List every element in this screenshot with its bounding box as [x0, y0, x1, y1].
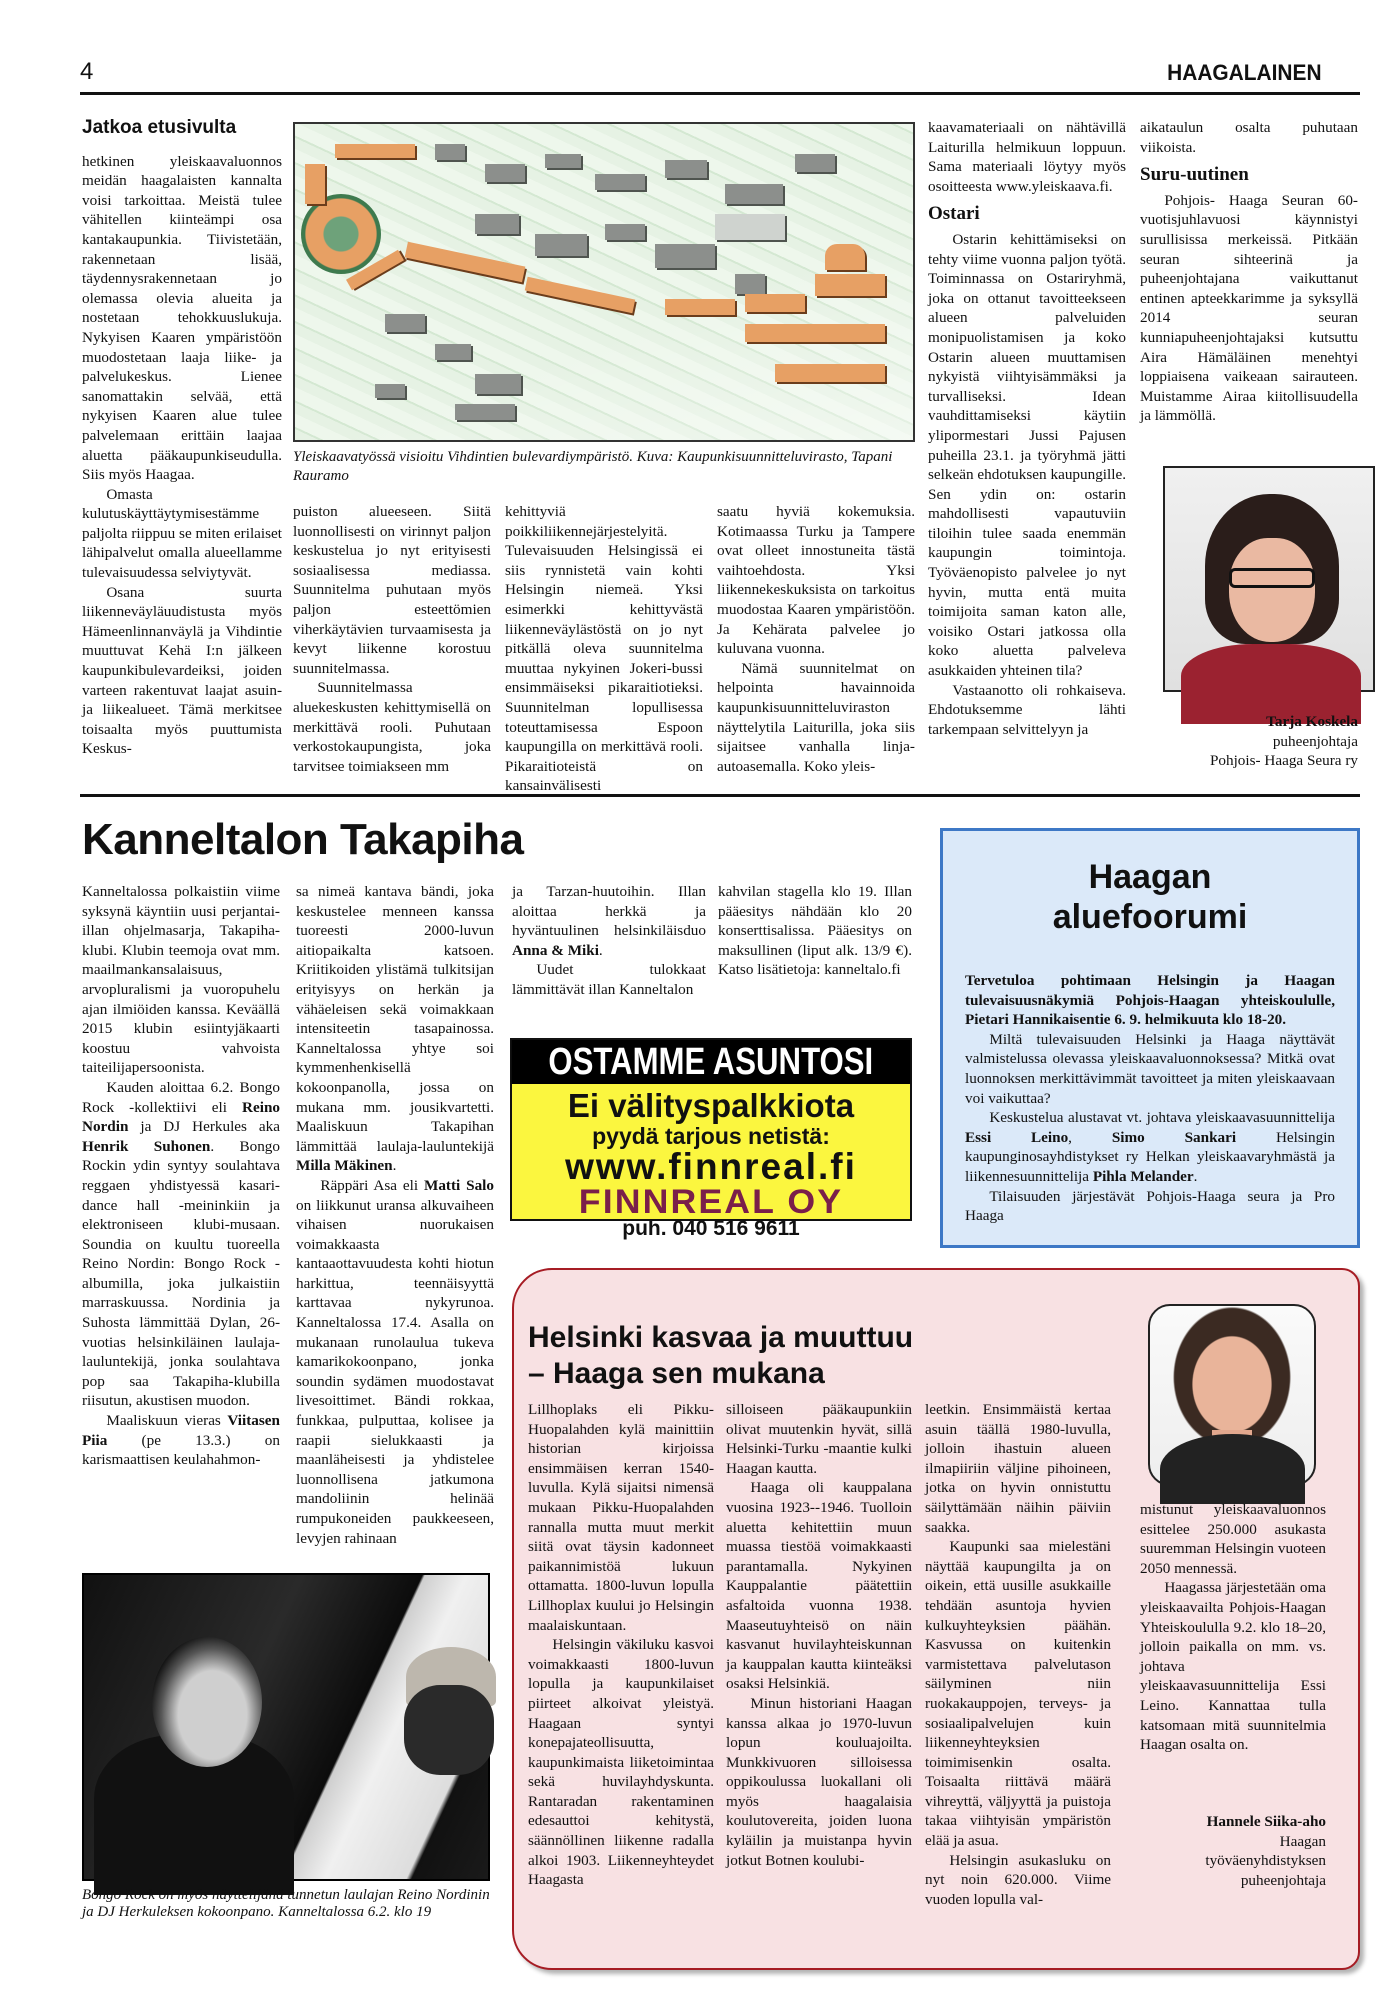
jatkoa-column-3 [505, 502, 703, 796]
aluefoorumi-box [940, 828, 1360, 1248]
paragraph: Haagassa järjestetään oma yleiskaavailta Pohjois-Haagan Yhteiskoululla 9.2. klo 18–20, jolloin paikalla on mm. vs. johtava yleiskaavasuunnittelija Essi Leino. Kannattaa tulla katsomaan mitä suunnitelmia Haagan osalta on. [1140, 1579, 1326, 1754]
portrait-hannele-siika-aho [1148, 1304, 1316, 1486]
signature-role: puheenjohtaja [1272, 732, 1358, 750]
paragraph: Kauden aloittaa 6.2. Bongo Rock -kollektiivi eli Reino Nordin ja DJ Herkules aka Henrik Suhonen. Bongo Rockin ydin syntyy soulahtava reggaen yhdistyessä kasari-dance hall -meininkiin ja elektroniseen klubi-musaan. Soundia on kuultu tuoreella Reino Nordin: Bongo Rock -albumilla, joka julkaistiin marraskuussa. Nordinia ja Suhosta lämmittää Dylan, 26-vuotias helsinkiläinen laulaja-lauluntekijä, jonka soulahtava pop saa Takapiha-klubilla riisutun, akustisen muodon. [82, 1078, 280, 1410]
paragraph: mistunut yleiskaavaluonnos esittelee 250.000 asukasta suuremman Helsingin vuoteen 2050 mennessä. [1140, 1501, 1326, 1577]
paragraph: saatu hyviä kokemuksia. Kotimaassa Turku ja Tampere ovat olleet innostuneita tästä vaihtoehdosta. Yksi liikennekeskuksista on tarkoitus muodostaa Kaaren ympäristöön. Ja Kehärata palvelee jo kuluvana vuonna. [717, 503, 915, 658]
masthead: HAAGALAINEN [1167, 60, 1322, 85]
paragraph: Keskustelua alustavat vt. johtava yleiskaavasuunnittelija Essi Leino, Simo Sankari Helsingin kaupunginosayhdistykset ry Helkan yleiskaavaryhmästä ja liikennesuunnittelija Pihla Melander. [965, 1109, 1336, 1185]
helsinki-column-2 [726, 1400, 912, 1870]
paragraph: ja Tarzan-huutoihin. Illan aloittaa herkkä ja hyväntuulinen helsinkiläisduo Anna & Miki. [512, 883, 706, 959]
helsinki-column-4 [1140, 1500, 1326, 1755]
paragraph: Helsingin asukasluku on nyt noin 620.000. Viime vuoden lopulla val- [925, 1851, 1111, 1908]
paragraph: puiston alueeseen. Siitä luonnollisesti on virinnyt paljon keskustelua jo nyt erityisesti sosiaalisessa mediassa. Suunnitelma puhutaan myös paljon esteettömien viherkäytävien turvaamisesta ja kevyt liikenne korostuu suunnitelmassa. [293, 503, 491, 677]
paragraph: sa nimeä kantava bändi, joka keskustelee menneen kanssa tuoreesti 2000-luvun aitiopaikalta katsoen. Kriitikoiden ylistämä tulkitsijan erityisyys on herkän ja vähäeleisen sekä voimakkaan intensiteetin tasapainossa. Kanneltalossa yhtye soi kymmenhenkisellä kokoonpanolla, jossa on mukana mm. jousikvartetti. Maaliskuun Takapihan lämmittää laulaja-lauluntekijä Milla Mäkinen. [296, 883, 494, 1175]
helsinki-column-3 [925, 1400, 1111, 1909]
jatkoa-column-5 [928, 118, 1126, 739]
section-rule [80, 794, 1360, 797]
paragraph: Kanneltalossa polkaistiin viime syksynä käyntiin uusi perjantai-illan ohjelmasarja, Takapiha-klubi. Klubin teemoja ovat mm. maailmankansalaisuus, arvopluralismi ja vuoropuhelu ajan ilmiöiden kanssa. Keväällä 2015 klubin esiintyjäkaarti koostuu vahvoista taiteilijapersoonista. [82, 883, 280, 1077]
paragraph: Uudet tulokkaat lämmittävät illan Kanneltalon [512, 961, 706, 998]
paragraph: Vastaanotto oli rohkaiseva. Ehdotuksemme lähti tarkempaan selvittelyyn ja [928, 681, 1126, 738]
ad-brand-logo: FINNREAL OY [578, 1183, 844, 1221]
portrait-tarja-koskela [1163, 466, 1375, 692]
forum-lead: Tervetuloa pohtimaan Helsingin ja Haagan tulevaisuusnäkymiä Pohjois-Haagan yhteiskoululle, Pietari Hannikaisentie 6. 9. helmikuuta klo 18-20. [965, 972, 1335, 1029]
ad-no-fee: Ei välityspalkkiota [567, 1087, 855, 1124]
finnreal-advertisement[interactable] [510, 1038, 912, 1240]
signature-name: Hannele Siika-aho [1206, 1813, 1326, 1830]
kanneltalo-column-3 [512, 882, 706, 1000]
paragraph: Suunnitelmassa aluekeskusten kehittymisellä on merkittävä rooli. Puhutaan verkostokaupungista, joka tarvitsee toimiakseen mm [293, 679, 491, 775]
jatkoa-column-6 [1140, 118, 1358, 426]
ad-headline: OSTAMME ASUNTOSI [512, 1040, 910, 1084]
subheading-ostari: Ostari [928, 203, 980, 225]
photo-caption: Bongo Rock on myös näyttelijänä tunnetun laulajan Reino Nordinin ja DJ Herkuleksen kokoonpano. Kanneltalossa 6.2. klo 19 [82, 1887, 490, 1920]
ad-website-link[interactable]: www.finnreal.fi [565, 1146, 857, 1187]
paragraph: Osana suurta liikenneväyläuudistusta myös Hämeenlinnanväylä ja Vihdintie muuttuvat Kehä I:n jälkeen kaupunkibulevardeiksi, joiden varteen rakentuvat laajat asuin- ja liikealueet. Tämä merkitsee toisaalta myös puuttumista Keskus- [82, 583, 282, 758]
paragraph: kehittyviä poikkiliikennejärjestelyitä. Tulevaisuuden Helsingissä ei siis rynnistetä vain kohti Helsingin niemeä. Yksi esimerkki kehittyvästä liikenneväylästöstä on jo nyt pitkällä oleva suunnitelma muuttaa nykyinen Jokeri-bussi ensimmäiseksi pikaraitiotieksi. Suunnitelman lopullisessa toteuttamisessa Espoon kaupungilla on merkittävä rooli. Pikaraitioteistä on kansainvälisesti [505, 503, 703, 795]
kanneltalo-column-1 [82, 882, 280, 1470]
paragraph: Lillhoplaks eli Pikku-Huopalahden kylä mainittiin historian kirjoissa ensimmäisen kerran 1540-luvulla. Kylä sijaitsi nimensä mukaan Pikku-Huopalahden rannalla mutta muut merkit siitä ovat täysin kadonneet paikannimistöä lukuun ottamatta. 1800-luvun lopulla Lillhoplax kuului jo Helsingin maalaiskuntaan. [528, 1401, 714, 1634]
paragraph: leetkin. Ensimmäistä kertaa asuin täällä 1980-luvulla, jolloin ihastuin alueen ilmapiiriin väljine pihoineen, jotka on hyvin onnistuttu säilyttämään näihin päiviin saakka. [925, 1401, 1111, 1536]
paragraph: Pohjois- Haaga Seuran 60-vuotisjuhlavuosi käynnistyi surullisissa merkeissä. Pitkään seuran sihteerinä ja puheenjohtajana vaikuttanut entinen apteekkarimme ja syksyllä 2014 seuran kunniapuheenjohtajaksi kutsuttu Aira Hämäläinen menehtyi loppiaisena vaikeaan sairauteen. Muistamme Airaa kiitollisuudella ja lämmöllä. [1140, 191, 1358, 425]
paragraph: kaavamateriaali on nähtävillä Laiturilla helmikuun loppuun. Sama materiaali löytyy myös osoitteesta www.yleiskaava.fi. [928, 119, 1126, 195]
paragraph: Nämä suunnitelmat on helpointa havainnoida kaupunkisuunnitteluviraston näyttelytila Laiturilla, joka siis sijaitsee vanhalla linja-autoasemalla. Koko yleis- [717, 659, 915, 775]
paragraph: Minun historiani Haagan kanssa alkaa jo 1970-luvun lopun kouluajoilta. Munkkivuoren silloisessa oppikoulussa luokallani oli myös haagalaisia koulutovereita, joiden luona kyläilin ja muistanpa hyvin jotkut Botnen koulubi- [726, 1694, 912, 1869]
paragraph: aikataulun osalta puhutaan viikoista. [1140, 119, 1358, 156]
jatkoa-column-1 [82, 118, 282, 759]
subheading-suru-uutinen: Suru-uutinen [1140, 164, 1249, 186]
paragraph: kahvilan stagella klo 19. Illan pääesitys nähdään klo 20 konserttisalissa. Pääesitys on maksullinen (liput alk. 13/9 €). Katso lisätietoja: kanneltalo.fi [718, 883, 912, 979]
signature-hannele: Hannele Siika-aho Haagan työväenyhdistyksen puheenjohtaja [1205, 1813, 1326, 1889]
paragraph: Omasta kulutuskäyttäytymisestämme paljolta riippuu se miten erilaiset lähipalvelut omalla alueellamme tulevaisuudessa selviytyvät. [82, 485, 282, 582]
signature-name: Tarja Koskela [1266, 713, 1358, 730]
signature-tarja [1140, 712, 1358, 771]
paragraph: Tilaisuuden järjestävät Pohjois-Haaga seura ja Pro Haaga [965, 1187, 1335, 1225]
kicker-jatkoa: Jatkoa etusivulta [82, 117, 237, 138]
jatkoa-column-4 [717, 502, 915, 776]
paragraph: Kaupunki saa mielestäni näyttää kaupungilta ja on oikein, että uusille asukkaille tehdään asuntoja hyvien kulkuyhteyksien päähän. Kasvussa on kuitenkin varmistettava palvelutason säilyminen niin ruokakauppojen, terveys- ja sosiaalipalvelujen kuin liikenneyhteyksien toimimisenkin osalta. Toisaalta riittävä määrä vihreyttä, väljyyttä ja puistoja takaa viihtyisän ympäristön elää ja asua. [925, 1538, 1111, 1850]
paragraph: Ostarin kehittämiseksi on tehty viime vuonna paljon työtä. Toiminnassa on Ostariryhmä, joka on ottanut tavoitteekseen alueen palveluiden monipuolistamisen ja koko Ostarin alueen muuttamisen nykyistä viihtyisämmäksi ja turvalliseksi. Idean vauhdittamiseksi käytiin ylipormestari Jussi Pajusen puheilla 23.1. ja työryhmä jätti selkeän ehdotuksen kaupungille. Sen ydin on: ostarin mahdollisesti vapautuviin tiloihin tulee saada enemmän kaupungin toimintoja. Työväenopisto palvelee jo nyt hyvin, mutta entä muita toimijoita saman katon alle, voisiko Ostari jatkossa olla koko aluetta palveleva asukkaiden yhteinen tila? [928, 230, 1126, 680]
forum-title: Haagan aluefoorumi [1052, 858, 1248, 936]
header-rule [80, 92, 1360, 95]
ad-request-offer: pyydä tarjous netistä: [592, 1123, 830, 1149]
page-number: 4 [80, 58, 94, 85]
paragraph: silloiseen pääkaupunkiin olivat muutenkin hyvät, sillä Helsinki-Turku -maantie kulki Haagan kautta. [726, 1401, 912, 1477]
paragraph: Maaliskuun vieras Viitasen Piia (pe 13.3.) on karismaattisen keulahahmon- [82, 1412, 280, 1469]
paragraph: Miltä tulevaisuuden Helsinki ja Haaga näyttävät valmistelussa olevassa yleiskaavaluonnoksessa? Mitkä ovat luonnoksen merkittävimmät tavoitteet ja miten yleiskaavaan voi vaikuttaa? [965, 1030, 1335, 1107]
paragraph: hetkinen yleiskaavaluonnos meidän haagalaisten kannalta voisi tarkoittaa. Meistä tulee vähitellen kiinteämpi osa kantakaupunkia. Tiivistetään, rakennetaan lisää, täydennysrakennetaan jo olemassa olevia alueita ja nostetaan tehokkuuslukuja. Nykyisen Kaaren ympäristöön muodostetaan laaja liike- ja palvelukeskus. Lienee sanomattakin selvää, että nykyisen Kaaren alue tulee palvelemaan erittäin laajaa aluetta pääkaupunkiseudulla. Siis myös Haagaa. [82, 152, 282, 484]
map-caption: Yleiskaavatyössä visioitu Vihdintien bulevardiympäristö. Kuva: Kaupunkisuunnitteluvirasto, Tapani Rauramo [293, 449, 893, 484]
headline-helsinki: Helsinki kasvaa ja muuttuu – Haaga sen mukana [528, 1321, 914, 1390]
map-roundabout [301, 194, 381, 274]
jatkoa-column-2 [293, 502, 491, 776]
signature-org: Pohjois- Haaga Seura ry [1209, 752, 1358, 770]
paragraph: Haaga oli kauppalana vuosina 1923--1946. Tuolloin aluetta kehitettiin muun muassa tiestöä voimakkaasti parantamalla. Nykyinen Kauppalantie päätettiin asfaltoida vuonna 1938. Maaseutuyhteisö on näin kasvanut huvilayhteiskunnan ja kauppalan kautta kiinteäksi osaksi Helsinkiä. [726, 1479, 912, 1693]
ad-phone: puh. 040 516 9611 [622, 1217, 800, 1240]
paragraph: Räppäri Asa eli Matti Salo on liikkunut uransa alkuvaiheen vihaisen nuorukaisen voimakkaasta kantaaottavuudesta kohti hiotun harkittua, teennäisyyttä karttavaa nykyrunoa. Kanneltalossa 17.4. Asalla on mukanaan runolaulua tukeva kamarikokoonpano, jonka soundin sydämen muodostavat livesoittimet. Bändi rokkaa, funkkaa, pulputtaa, kolisee ja raapii sielukkaasti ja maanläheisesti ja yhdistelee luonnollisena jatkumona mandoliinin helinää rumpukoneiden paukkeeseen, levyjen rahinaan [296, 1176, 494, 1547]
kanneltalo-column-2 [296, 882, 494, 1548]
city-plan-map-image [293, 122, 915, 442]
bongo-rock-photo [82, 1573, 490, 1881]
paragraph: Helsingin väkiluku kasvoi voimakkaasti 1800-luvun lopulla ja kaupunkilaiset piirteet alkoivat yleistyä. Haagaan syntyi konepajateollisuutta, kaupunkimaista liiketoimintaa sekä huvilayhdyskunta. Rantaradan rakentaminen edesauttoi kehitystä, säännöllinen liikenne radalla alkoi 1903. Liikenneyhteydet Haagasta [528, 1636, 714, 1889]
helsinki-column-1 [528, 1400, 714, 1890]
headline-kanneltalo: Kanneltalon Takapiha [82, 815, 524, 864]
kanneltalo-column-4 [718, 882, 912, 980]
